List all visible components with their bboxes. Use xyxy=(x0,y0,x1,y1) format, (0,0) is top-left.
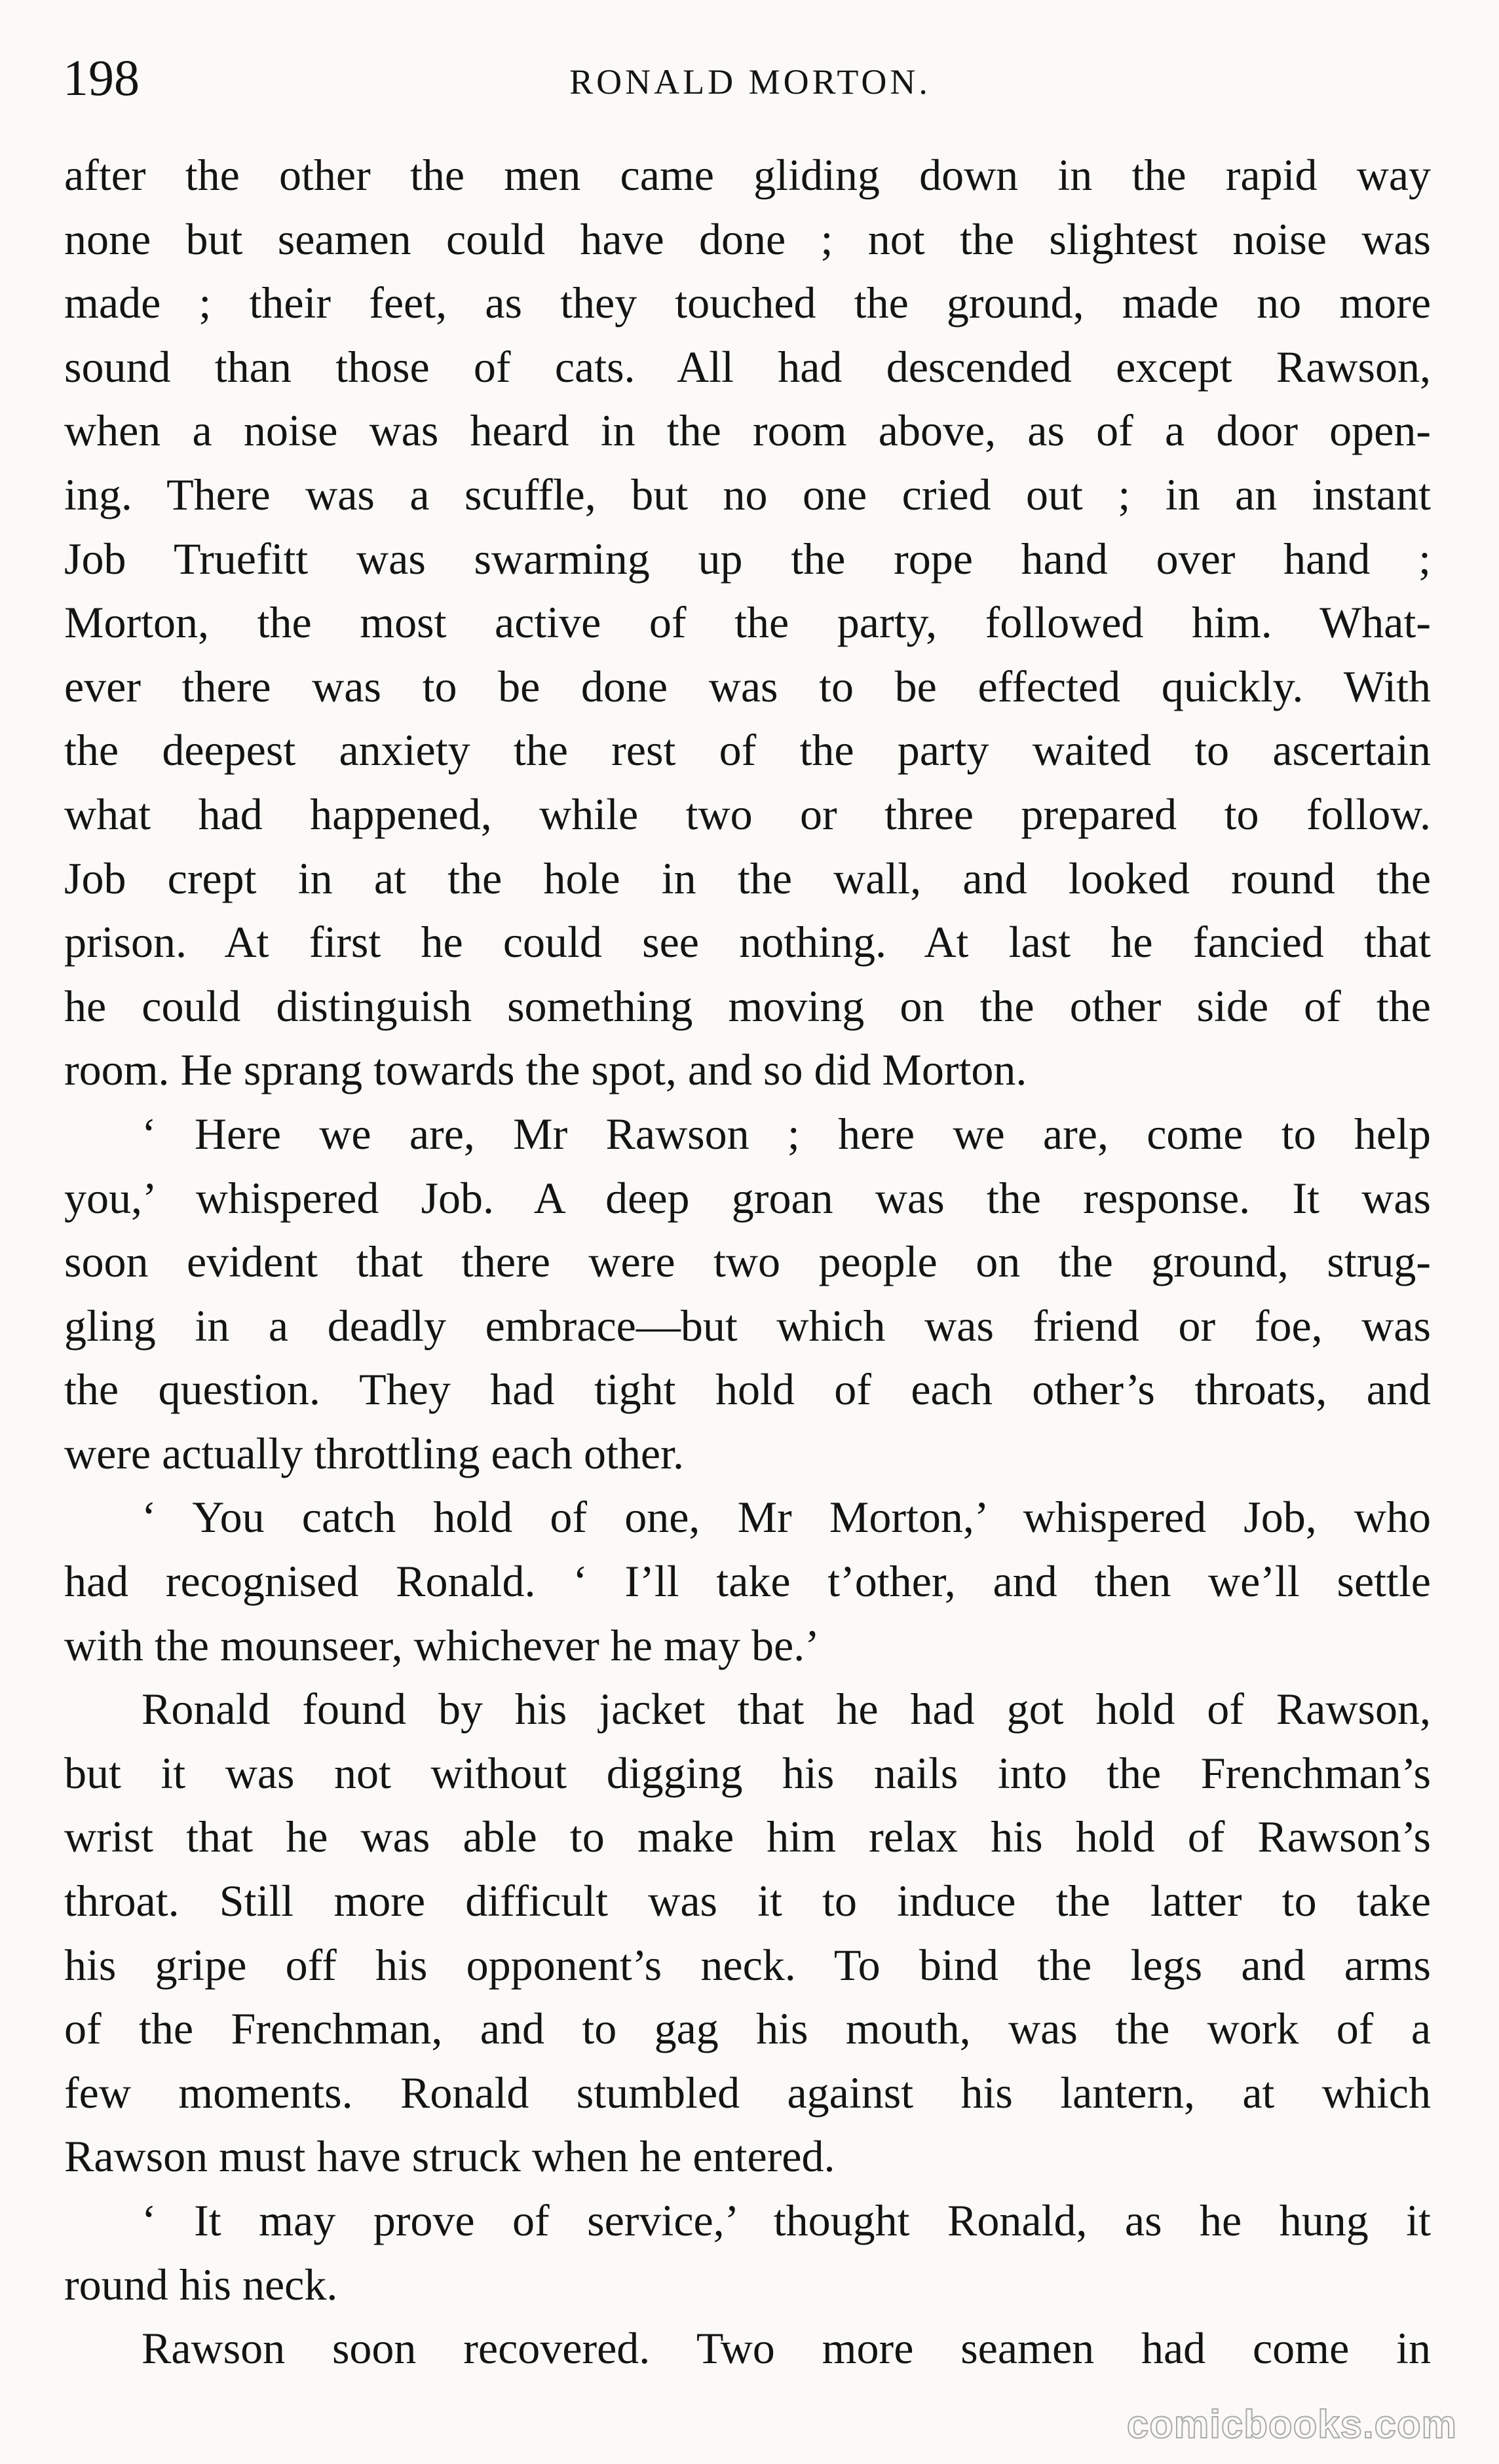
text-line: what had happened, while two or three prepared to follow. xyxy=(64,789,1431,839)
text-line: sound than those of cats. All had descended except Rawson, xyxy=(64,341,1431,392)
paragraph xyxy=(64,1677,1431,2189)
text-line: Rawson soon recovered. Two more seamen had come in xyxy=(142,2323,1431,2374)
paragraph xyxy=(64,1485,1431,1677)
text-line: his gripe off his opponent’s neck. To bind the legs and arms xyxy=(64,1939,1431,1990)
paragraph xyxy=(64,2189,1431,2317)
text-line: prison. At first he could see nothing. At last he fancied that xyxy=(64,917,1431,967)
text-line: ‘ It may prove of service,’ thought Ronald, as he hung it xyxy=(142,2195,1431,2245)
text-line: Job crept in at the hole in the wall, and looked round the xyxy=(64,853,1431,903)
text-line: ever there was to be done was to be effected quickly. With xyxy=(64,661,1431,711)
running-head: RONALD MORTON. xyxy=(569,62,931,102)
page-number: 198 xyxy=(63,49,140,106)
text-line: the question. They had tight hold of each other’s throats, and xyxy=(64,1364,1431,1415)
text-line: after the other the men came gliding down in the rapid way xyxy=(64,150,1431,200)
watermark: comicbooks.com xyxy=(1126,2402,1457,2446)
text-line: with the mounseer, whichever he may be.’ xyxy=(64,1620,820,1670)
text-line: none but seamen could have done ; not the slightest noise was xyxy=(64,214,1431,264)
body-text xyxy=(64,143,1431,2381)
text-line: were actually throttling each other. xyxy=(64,1428,684,1478)
paragraph xyxy=(64,143,1431,1102)
text-line: when a noise was heard in the room above, as of a door open- xyxy=(64,405,1431,456)
text-line: had recognised Ronald. ‘ I’ll take t’other, and then we’ll settle xyxy=(64,1556,1431,1607)
text-line: but it was not without digging his nails into the Frenchman’s xyxy=(64,1747,1431,1798)
text-line: ‘ Here we are, Mr Rawson ; here we are, come to help xyxy=(142,1108,1431,1159)
text-line: ing. There was a scuffle, but no one cried out ; in an instant xyxy=(64,469,1431,519)
text-line: soon evident that there were two people on the ground, strug- xyxy=(64,1237,1431,1287)
text-line: room. He sprang towards the spot, and so did Morton. xyxy=(64,1045,1027,1095)
text-line: you,’ whispered Job. A deep groan was the response. It was xyxy=(64,1172,1431,1223)
paragraph xyxy=(64,1102,1431,1486)
text-line: round his neck. xyxy=(64,2259,338,2309)
text-line: few moments. Ronald stumbled against his lantern, at which xyxy=(64,2067,1431,2118)
text-line: Rawson must have struck when he entered. xyxy=(64,2131,835,2182)
page-header xyxy=(63,42,1437,114)
text-line: the deepest anxiety the rest of the party waited to ascertain xyxy=(64,725,1431,775)
text-line: he could distinguish something moving on the other side of the xyxy=(64,980,1431,1031)
paragraph xyxy=(64,2317,1431,2381)
text-line: wrist that he was able to make him relax his hold of Rawson’s xyxy=(64,1812,1431,1862)
text-line: gling in a deadly embrace—but which was friend or foe, was xyxy=(64,1300,1431,1351)
text-line: Job Truefitt was swarming up the rope hand over hand ; xyxy=(64,533,1431,584)
text-line: made ; their feet, as they touched the ground, made no more xyxy=(64,278,1431,328)
text-line: of the Frenchman, and to gag his mouth, was the work of a xyxy=(64,2004,1431,2054)
text-line: Ronald found by his jacket that he had got hold of Rawson, xyxy=(142,1684,1431,1734)
text-line: Morton, the most active of the party, followed him. What- xyxy=(64,597,1431,648)
text-line: throat. Still more difficult was it to induce the latter to take xyxy=(64,1876,1431,1926)
text-line: ‘ You catch hold of one, Mr Morton,’ whispered Job, who xyxy=(142,1492,1431,1542)
